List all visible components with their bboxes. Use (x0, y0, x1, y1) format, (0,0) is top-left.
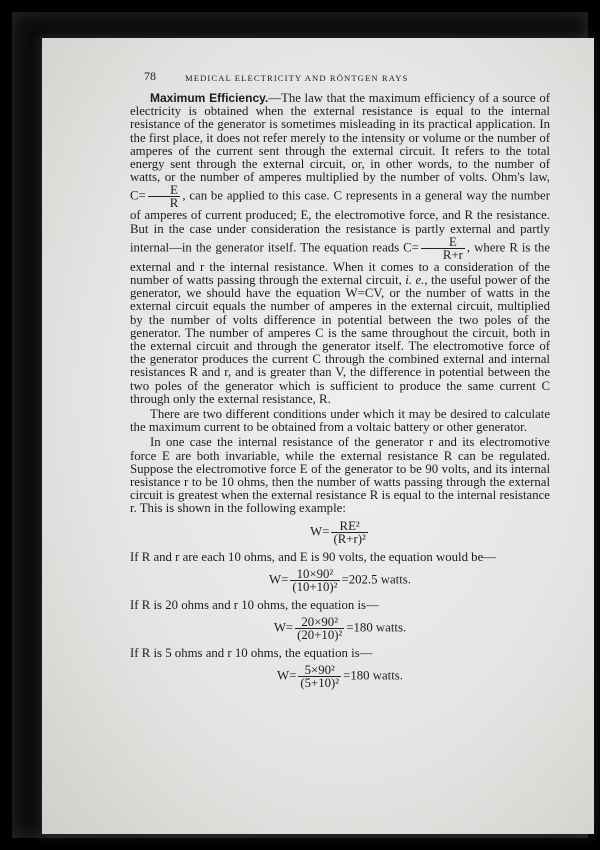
page-number: 78 (144, 69, 156, 83)
equation-case1-fraction (290, 568, 339, 593)
equation-main-lhs: W= (310, 524, 330, 539)
photo-frame (12, 12, 588, 838)
equation-main-numerator: RE² (331, 520, 367, 533)
ohm-law-numerator: E (148, 184, 181, 197)
equation-case2-numerator: 20×90² (295, 616, 344, 629)
equation-case2-fraction (295, 616, 344, 641)
equation-c-fraction (421, 236, 465, 261)
equation-case3-lhs: W= (277, 668, 297, 683)
ohm-law-lhs: C= (130, 188, 146, 203)
running-head (130, 68, 550, 86)
book-page (42, 38, 594, 834)
equation-case2-denominator: (20+10)² (297, 628, 343, 643)
equation-case3-fraction (298, 664, 341, 689)
ie-italic: i. e. (405, 273, 425, 288)
paragraph-text-1c: , where R is the external and r the internal resistance. When it comes to a consideration of the number of watts passing through the external circuit, (130, 240, 550, 288)
equation-case2-lhs: W= (273, 620, 294, 635)
equation-c-denominator: R+r (442, 247, 463, 262)
equation-case1-result: =202.5 watts. (341, 572, 411, 587)
paragraph-text-1b: , can be applied to this case. C represents in a general way the number of amperes of current produced; E, the electromotive force, and R the resistance. But in the case under consideration the resistance is partly external and partly internal—in the generator itself. The equation reads C= (130, 188, 550, 255)
paragraph-text-1a: —The law that the maximum efficiency of a source of electricity is obtained when the external resistance is equal to the internal resistance of the generator is sometimes misleading in its practical application. In the first place, it does not refer merely to the intensity or volume or the number of amperes of the current sent through the external circuit. It refers to the total energy sent through the external circuit, or, in other words, to the number of watts, or the number of amperes multiplied by the number of volts. Ohm's law, (130, 91, 550, 185)
ohm-law-fraction (148, 184, 181, 209)
equation-case3-denominator: (5+10)² (300, 676, 340, 691)
ohm-law-denominator: R (169, 196, 179, 211)
running-title: MEDICAL ELECTRICITY AND RÖNTGEN RAYS (185, 73, 409, 83)
equation-main-fraction (331, 520, 367, 545)
case3-text: If R is 5 ohms and r 10 ohms, the equation is— (130, 646, 373, 661)
equation-case3-result: =180 watts. (343, 668, 403, 683)
equation-c-numerator: E (421, 236, 465, 249)
equation-case1-numerator: 10×90² (290, 568, 339, 581)
case2-text: If R is 20 ohms and r 10 ohms, the equation is— (130, 597, 379, 612)
equation-case1 (130, 568, 550, 593)
section-heading: Maximum Efficiency. (150, 91, 269, 105)
equation-case2 (130, 616, 550, 641)
equation-main-denominator: (R+r)² (333, 531, 366, 546)
equation-main (130, 520, 550, 545)
paragraph-two-conditions: There are two different conditions under which it may be desired to calculate the maximum current to be obtained from a voltaic battery or other generator. (130, 407, 550, 435)
paragraph-one-case: In one case the internal resistance of the generator r and its electromotive force E are both invariable, while the external resistance R can be regulated. Suppose the electromotive force E of the generator to be 90 volts, and its internal resistance r to be 10 ohms, then the number of watts passing through the external circuit is greatest when the external resistance R is equal to the internal resistance r. This is shown in the following example: (130, 435, 550, 516)
equation-case2-result: =180 watts. (346, 620, 407, 635)
page-content (130, 68, 550, 695)
paragraph-text-1d: , the useful power of the generator, we should have the equation W=CV, or the number of watts in the external circuit equals the number of amperes in the external circuit, multiplied by the number of volts difference in potential between the two poles of the generator. The number of amperes C is the same throughout the circuit, both in the external circuit and through the generator itself. The electromotive force of the generator produces the current C through the combined external and internal resistances R and r, and is greater than V, the difference in potential between the two poles of the generator which is sufficient to produce the same current C through only the external resistance, R. (130, 273, 550, 406)
equation-case3-numerator: 5×90² (298, 664, 341, 677)
paragraph-maximum-efficiency (130, 92, 550, 406)
equation-case1-denominator: (10+10)² (292, 579, 338, 594)
equation-case1-lhs: W= (269, 572, 289, 587)
case1-text: If R and r are each 10 ohms, and E is 90 volts, the equation would be— (130, 549, 497, 564)
equation-case3 (130, 664, 550, 689)
